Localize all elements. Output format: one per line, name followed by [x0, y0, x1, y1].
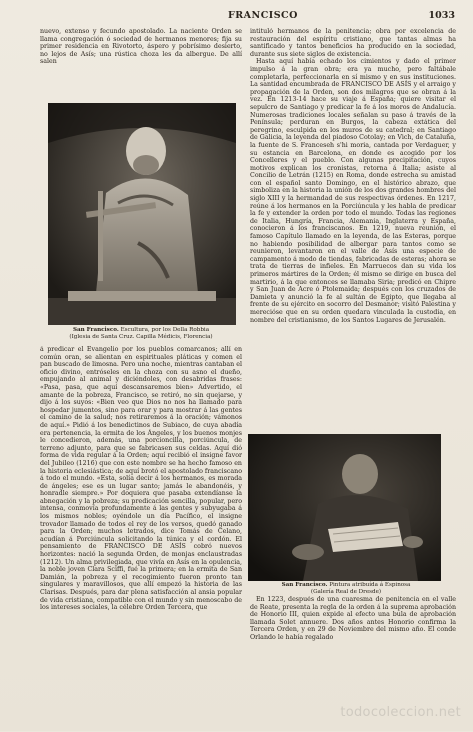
paragraph: Hasta aquí había echado los cimientos y dado el primer impulso á la gran obra; era ya mucho, pero faltábale completarla, perfeccionarla en sí mismo y en sus instituciones. La santidad encumbrada de FRANCISCO DE ASÍS y el arraigo y propagación de la Orden, son dos milagros que se obran á la vez. En 1213-14 hace su viaje á España; quiere visitar el sepulcro de Santiago y predicar la fe á los moros de Andalucía. Numerosas tradiciones locales señalan su paso á través de la Península; perduran en Burgos, la cabeza extática del peregrino, esculpida en los muros de su catedral; en Santiago de Galicia, la leyenda del piadoso Cotolay; en Vich, de Cataluña, la fuente de S. Franceseh s'hi moria, cantada por Verdaguer, y su estancia en Barcelona, en donde es acogido por los Concelleres y el pueblo. Con algunas precipitación, cuyos motivos explican los cronistas, retorna á Italia; asiste al Concilio de Letrán (1215) en Roma, donde estrecha su amistad con el español santo Domingo, en el histórico abrazo, que simboliza en la historia la unión de los dos grandes hombres del siglo XIII y la hermandad de sus respectivas órdenes. En 1217, reúne á los hermanos en la Porciúncula y les habla de predicar la fe y extender la orden por todo el mundo. Todas las regiones de Italia, Hungría, Francia, Alemania, Inglaterra y España, conocieron á los franciscanos. En 1219, nueva reunión, el famoso Capítulo llamado en la leyenda, de las Esteras, porque no habiendo posibilidad de albergar para tantos como se reunieron, levantaron en el valle de Asís una especie de campamento á modo de tiendas, fabricadas de esteras; ahora se trata de tierras de infieles. En Marruecos dan su vida los primeros mártires de la Orden; él mismo se dirige en busca del martirio, á la que entonces se llamaba Siria; predicó en Chipre y San Juan de Acre ó Ptolemaida; después con los cruzados de Damieta y anunció la fe al sultán de Egipto, que llegaba al frente de su ejército en socorro del Desmanor; visitó Palestina y merecióse que en su orden quedara vinculada la custodia, en nombre del cristianismo, de los Santos Lugares de Jerusalén. — [250, 58, 456, 324]
saint-francis-painting-image — [248, 434, 441, 581]
caption-title: San Francisco. — [281, 582, 328, 588]
figure-caption — [246, 582, 446, 596]
paragraph: á predicar el Evangelio por los pueblos comarcanos; allí en común oran, se alientan en espirituales pláticas y comen el pan buscado de limosna. Pero una noche, mientras cantaban el oficio divino, entróseles en la choza con su asno el dueño, empujando al animal y diciéndoles, con desabridas frases: «Pasa, pasa, que aquí descansaremos bien» Advertido, el amante de la pobreza, Francisco, se retiró, no sin quejarse, y dijo á los suyos: «Bien veo que Dios no nos ha llamado para hospedar jumentos, sino para orar y para mostrar á las gentes el camino de la salud; nos retiraremos á la oración; vámonos de aquí.» Pidió á los benedictinos de Subiaco, de cuya abadía era pertenencia, la ermita de los Ángeles, y los buenos monjes le concedieron, además, una porcioncilla, porciúncula, de terreno adjunto, para que se fabricasen sus celdas. Aquí dió forma de vida regular á la Orden; aquí recibió el insigne favor del Jubileo (1216) que con este nombre se ha hecho famoso en la historia eclesiástica; de aquí brotó el apostolado franciscano á todo el mundo. «Esta, solía decir á los hermanos, es morada de ángeles; ese es un lugar santo; jamás le abandonéis, y honradle siempre.» Por doquiera que pasaba extendíanse la abnegación y la pobreza; su predicación sencilla, popular, pero intensa, conmovía profundamente á las gentes y subyugaba á los mismos nobles; oyéndole un día Pacífico, el insigne trovador llamado de todos el rey de los versos, quedó ganado para la Orden; muchos letrados, dice Tomás de Celano, acudían á Porciúncula solicitando la túnica y el cordón. El pensamiento de FRANCISCO DE ASÍS cobró nuevos horizontes: nació la segunda Orden, de monjas enclaustradas (1212). Un alma privilegiada, que vivía en Asís en la opulencia, la noble joven Clara Sciffi, fué la primera; en la ermita de San Damián, la pobreza y el recogimiento fueron pronto tan singulares y maravillosos, que allí empezó la historia de las Clarisas. Después, para dar plena satisfacción al ansia popular de vida cristiana, compatible con el mundo y sin menoscabo de los intereses sociales, la célebre Orden Tercera, que — [40, 346, 242, 612]
left-column-top — [40, 28, 242, 102]
saint-francis-sculpture-image — [48, 103, 236, 325]
caption-title: San Francisco. — [72, 327, 119, 333]
caption-source: (Iglesia de Santa Cruz. Capilla Médicis, Florencia) — [69, 333, 213, 340]
page-header — [40, 10, 455, 26]
figure-caption — [40, 327, 242, 341]
caption-source: (Galería Real de Dresde) — [310, 588, 382, 595]
paragraph: intituló hermanos de la penitencia; obra por excelencia de restauración del espíritu cristiano, que tantas almas ha santificado y tantos beneficios ha producido en la sociedad, durante sus siete siglos de existencia. — [250, 28, 456, 58]
paragraph: En 1223, después de una cuaresma de penitencia en el valle de Reate, presenta la regla de la orden á la suprema aprobación de Honorio III, quien expide al efecto una bula de aprobación llamada Solet annuere. Dos años antes Honorio confirma la Tercera Orden, y en 29 de Noviembre del mismo año. El conde Orlando le había regalado — [250, 596, 456, 641]
sculpture-photo — [48, 103, 236, 325]
page-number: 1033 — [428, 10, 455, 21]
caption-text: Pintura atribuída á Espinosa — [327, 582, 411, 588]
caption-text: Escultura, por los Della Robbia — [118, 327, 210, 333]
running-title: FRANCISCO — [228, 10, 298, 21]
left-column-bottom — [40, 346, 242, 732]
watermark: todocoleccion.net — [340, 705, 461, 720]
painting-photo — [248, 434, 441, 581]
paragraph: nuevo, extenso y fecundo apostolado. La naciente Orden se llama congregación ó sociedad de hermanos menores; fija su primer residencia en Rivotorto, áspero y pobrísimo desierto, no lejos de Asís; una rústica choza les da albergue. De allí salen — [40, 28, 242, 66]
right-column-top — [250, 28, 456, 433]
